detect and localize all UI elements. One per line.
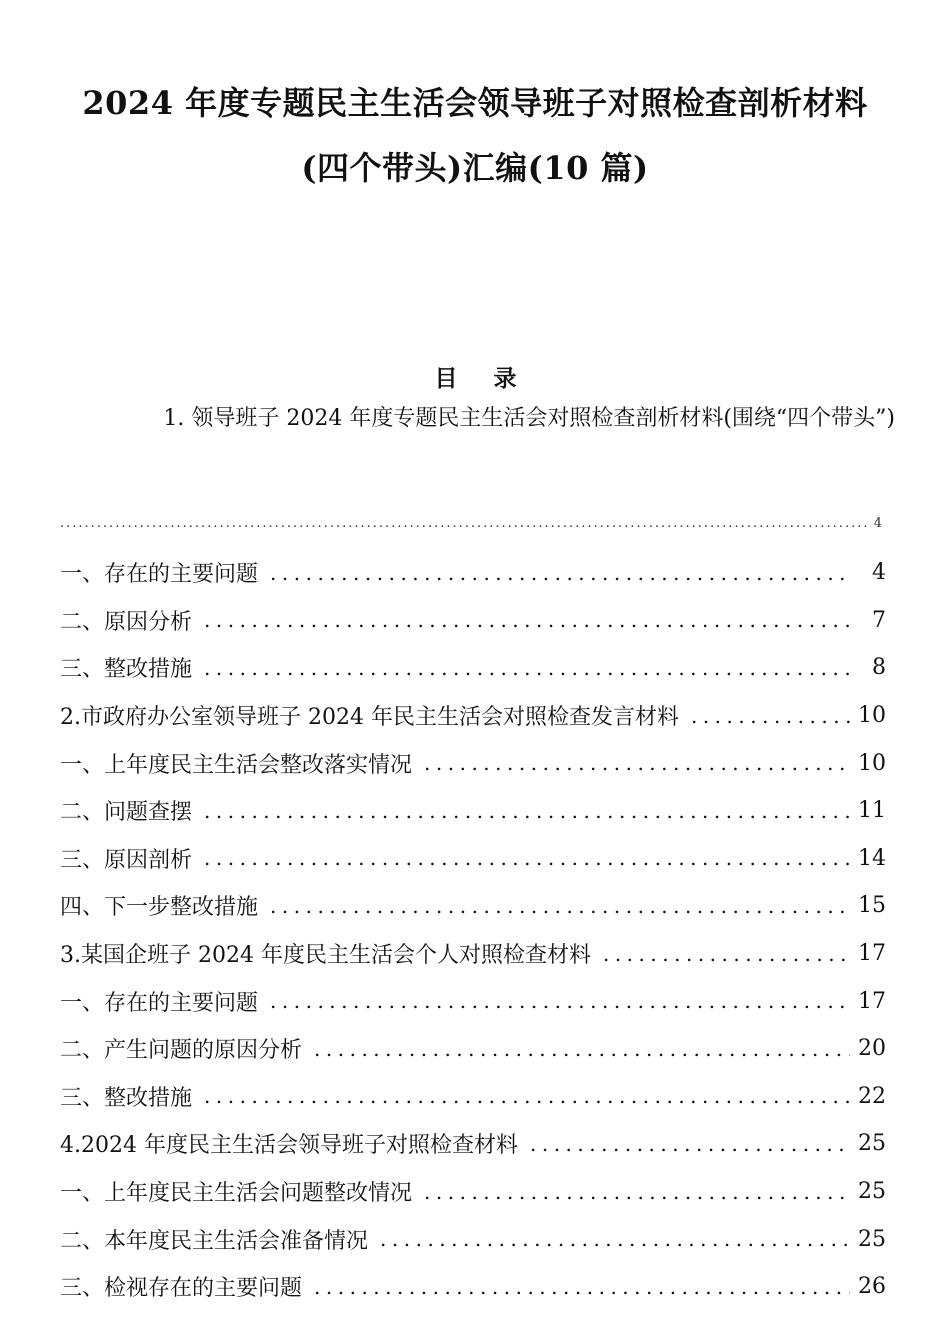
toc-entry-label: 三、检视存在的主要问题 [60,1276,303,1302]
toc-entry-label: 三、整改措施 [60,657,193,683]
toc-entry-page: 20 [858,1036,886,1062]
toc-entry-label: 3.某国企班子 2024 年度民主生活会个人对照检查材料 [60,943,591,969]
toc-entry[interactable] [60,1168,886,1216]
toc-entry[interactable] [60,787,886,835]
document-title-line-2: (四个带头)汇编(10 篇) [301,149,649,187]
toc-entry[interactable] [60,1073,886,1121]
toc-entry[interactable] [60,644,886,692]
toc-entry[interactable] [60,549,886,597]
toc-entry-label: 四、下一步整改措施 [60,895,259,921]
toc-entry-page: 15 [858,893,886,919]
toc-entry-label: 2.市政府办公室领导班子 2024 年民主生活会对照检查发言材料 [60,705,679,731]
toc-entry-page: 17 [858,988,886,1014]
toc-entry[interactable] [60,835,886,883]
toc-entry[interactable] [60,977,886,1025]
dot-leader [270,989,850,1013]
dot-leader [314,1275,850,1299]
toc-entry-label: 三、整改措施 [60,1085,193,1111]
dot-leader [691,704,850,728]
dot-leader [424,751,850,775]
toc-entry-page: 10 [858,703,886,729]
toc-entry-page: 22 [858,1083,886,1109]
toc-entry-page: 4 [872,560,886,586]
toc-entry-label: 二、问题查摆 [60,800,193,826]
toc-entry-label: 一、存在的主要问题 [60,562,259,588]
toc-entry[interactable] [60,1120,886,1168]
toc-entry[interactable] [60,1263,886,1311]
toc-entry-page: 8 [872,655,886,681]
toc-entry[interactable] [60,1215,886,1263]
toc-entry-label: 一、上年度民主生活会整改落实情况 [60,752,413,778]
toc-entry-1-label[interactable]: 1. 领导班子 2024 年度专题民主生活会对照检查剖析材料(围绕“四个带头”) [163,406,895,431]
dot-leader [424,1180,850,1204]
toc-entry[interactable] [60,1025,886,1073]
toc-entry-label: 二、产生问题的原因分析 [60,1038,303,1064]
toc-entry-page: 14 [858,845,886,871]
dot-leader [204,799,850,823]
toc-entry[interactable] [60,930,886,978]
toc-entry-label: 二、原因分析 [60,609,193,635]
dot-leader [270,894,850,918]
toc-entry-page: 7 [872,607,886,633]
toc-entry-page: 25 [858,1179,886,1205]
toc-entry-page: 25 [858,1226,886,1252]
dot-leader [603,942,850,966]
dot-leader [60,516,870,531]
toc-entry-1-leader [60,516,882,531]
toc-entry-label: 三、原因剖析 [60,847,193,873]
dot-leader [314,1037,850,1061]
toc-entry[interactable] [60,739,886,787]
dot-leader [204,1084,850,1108]
document-title-line-1: 2024 年度专题民主生活会领导班子对照检查剖析材料 [82,84,868,122]
toc-list [60,549,886,1311]
dot-leader [204,846,850,870]
toc-entry-label: 4.2024 年度民主生活会领导班子对照检查材料 [60,1133,518,1159]
dot-leader [204,608,852,632]
toc-entry-page: 10 [858,750,886,776]
toc-entry-page: 17 [858,941,886,967]
toc-entry-1-page: 4 [873,516,882,531]
toc-entry-page: 26 [858,1274,886,1300]
dot-leader [380,1227,850,1251]
dot-leader [530,1132,850,1156]
toc-entry[interactable] [60,692,886,740]
dot-leader [204,656,852,680]
toc-entry-page: 11 [858,798,886,824]
toc-entry-page: 25 [858,1131,886,1157]
toc-heading: 目 录 [434,365,531,392]
toc-entry[interactable] [60,597,886,645]
toc-entry[interactable] [60,882,886,930]
toc-entry-label: 一、存在的主要问题 [60,990,259,1016]
toc-entry-label: 二、本年度民主生活会准备情况 [60,1228,369,1254]
dot-leader [270,561,852,585]
toc-entry-label: 一、上年度民主生活会问题整改情况 [60,1181,413,1207]
